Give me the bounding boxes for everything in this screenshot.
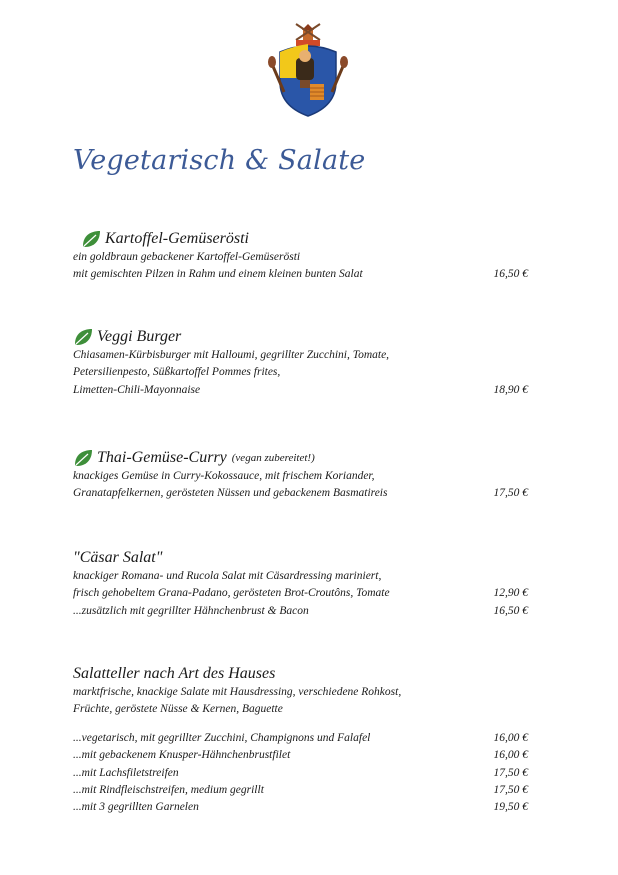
dish-description: Chiasamen-Kürbisburger mit Halloumi, gegrillter Zucchini, Tomate, xyxy=(73,349,390,361)
dish-variant: ...vegetarisch, mit gegrillter Zucchini, Champignons und Falafel 16,00 € xyxy=(73,730,528,747)
dish-variant: ...mit 3 gegrillten Garnelen 19,50 € xyxy=(73,799,528,816)
price: 16,50 € xyxy=(493,604,528,617)
menu-item xyxy=(73,448,528,503)
dish-variant: ...mit gebackenem Knusper-Hähnchenbrustfilet 16,00 € xyxy=(73,747,528,764)
price: 17,50 € xyxy=(493,784,528,797)
dish-description: Früchte, geröstete Nüsse & Kernen, Baguette xyxy=(73,703,283,716)
dish-description: mit gemischten Pilzen in Rahm und einem kleinen bunten Salat 16,50 € xyxy=(73,266,528,283)
price: 17,50 € xyxy=(493,487,528,500)
dish-variant: ...mit Lachsfiletstreifen 17,50 € xyxy=(73,765,528,782)
coat-of-arms-logo xyxy=(266,22,350,118)
dish-description: knackiges Gemüse in Curry-Kokossauce, mit frischem Koriander, xyxy=(73,470,375,482)
price: 18,90 € xyxy=(493,383,528,396)
dish-title xyxy=(73,327,528,347)
price: 17,50 € xyxy=(493,766,528,779)
windmill-icon xyxy=(296,24,320,42)
dish-description: ein goldbraun gebackener Kartoffel-Gemüserösti xyxy=(73,251,301,263)
dish-title xyxy=(73,664,528,684)
dish-description: marktfrische, knackige Salate mit Hausdressing, verschiedene Rohkost, xyxy=(73,686,402,698)
price: 16,00 € xyxy=(493,749,528,762)
menu-item xyxy=(73,327,528,399)
dish-description: Granatapfelkernen, gerösteten Nüssen und gebackenem Basmatireis 17,50 € xyxy=(73,485,528,502)
menu-item xyxy=(73,548,528,620)
dish-description: ...zusätzlich mit gegrillter Hähnchenbrust & Bacon 16,50 € xyxy=(73,603,528,620)
dish-description: knackiger Romana- und Rucola Salat mit Cäsardressing mariniert, xyxy=(73,570,382,582)
dish-title xyxy=(73,448,528,468)
leaf-icon xyxy=(73,327,93,347)
dish-name: Thai-Gemüse-Curry xyxy=(97,449,227,466)
dish-title xyxy=(81,229,528,249)
menu-item xyxy=(73,664,528,817)
dish-title xyxy=(73,548,528,568)
dish-description: Petersilienpesto, Süßkartoffel Pommes frites, xyxy=(73,366,281,379)
section-title: Vegetarisch & Salate xyxy=(73,145,366,176)
dish-description: frisch gehobeltem Grana-Padano, gerösteten Brot-Croutôns, Tomate 12,90 € xyxy=(73,585,528,602)
dish-name: Veggi Burger xyxy=(97,328,182,345)
dish-name: Kartoffel-Gemüserösti xyxy=(105,230,249,247)
price: 16,50 € xyxy=(493,268,528,281)
price: 16,00 € xyxy=(493,731,528,744)
dish-variant: ...mit Rindfleischstreifen, medium gegrillt 17,50 € xyxy=(73,782,528,799)
price: 12,90 € xyxy=(493,587,528,600)
leaf-icon xyxy=(73,448,93,468)
dish-description: Limetten-Chili-Mayonnaise 18,90 € xyxy=(73,382,528,399)
dish-note: (vegan zubereitet!) xyxy=(231,452,315,464)
menu-item xyxy=(73,229,528,284)
dish-name: "Cäsar Salat" xyxy=(73,549,163,566)
price: 19,50 € xyxy=(493,801,528,814)
dish-name: Salatteller nach Art des Hauses xyxy=(73,665,276,682)
leaf-icon xyxy=(81,229,101,249)
